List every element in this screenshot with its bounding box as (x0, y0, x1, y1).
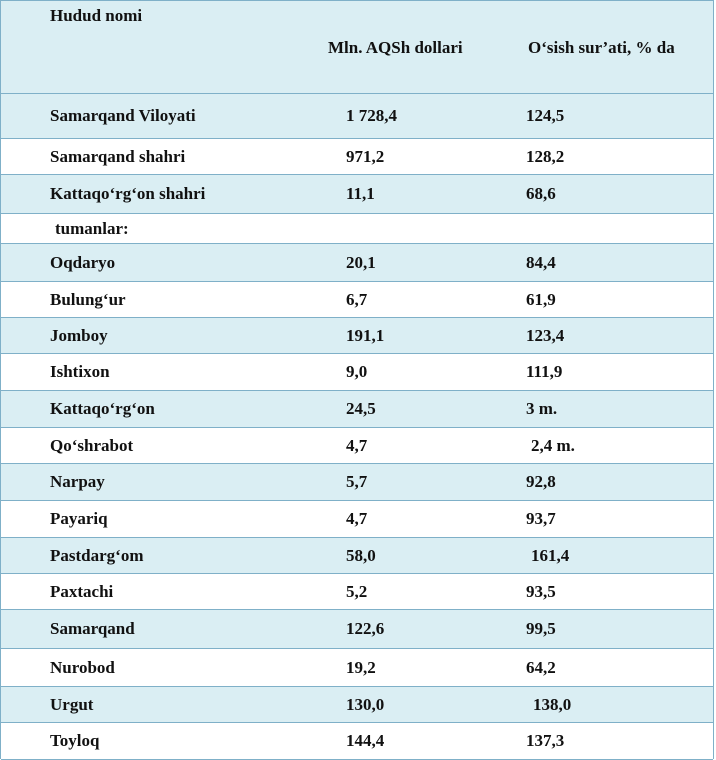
amount-cell: 144,4 (346, 731, 385, 750)
table-row (1, 244, 713, 282)
region-cell: Oqdaryo (50, 252, 116, 272)
amount-cell: 4,7 (346, 435, 368, 455)
growth-cell: 92,8 (526, 472, 556, 491)
region-cell: Bulung‘ur (50, 289, 126, 309)
amount-cell: 11,1 (346, 184, 375, 203)
growth-cell: 161,4 (531, 545, 570, 565)
table-row (1, 214, 713, 244)
region-cell: Narpay (50, 472, 105, 491)
growth-cell: 64,2 (526, 657, 556, 677)
region-cell: Qo‘shrabot (50, 435, 134, 455)
region-cell: Toyloq (50, 731, 100, 750)
region-cell: Ishtixon (50, 362, 110, 381)
region-cell: Nurobod (50, 657, 115, 677)
amount-cell: 4,7 (346, 509, 368, 528)
growth-cell: 124,5 (526, 106, 565, 125)
amount-cell: 130,0 (346, 694, 385, 714)
growth-cell: 2,4 m. (531, 435, 575, 455)
growth-cell: 138,0 (533, 694, 572, 714)
header-growth: O‘sish sur’ati, % da (528, 38, 675, 57)
table-row (1, 687, 713, 723)
table-row (1, 610, 713, 649)
region-cell: Kattaqo‘rg‘on (50, 399, 155, 418)
table-row (1, 574, 713, 610)
growth-cell: 137,3 (526, 731, 565, 750)
region-cell: Kattaqo‘rg‘on shahri (50, 184, 206, 203)
region-cell: tumanlar: (55, 218, 129, 238)
table-row (1, 139, 713, 175)
table-row (1, 391, 713, 428)
region-cell: Samarqand (50, 619, 135, 638)
region-cell: Paxtachi (50, 581, 114, 601)
table-row (1, 175, 713, 214)
amount-cell: 191,1 (346, 325, 385, 345)
region-cell: Samarqand shahri (50, 146, 186, 166)
region-cell: Samarqand Viloyati (50, 106, 196, 125)
growth-cell: 61,9 (526, 289, 556, 309)
table-row (1, 538, 713, 574)
amount-cell: 19,2 (346, 657, 376, 677)
table-header (1, 1, 713, 94)
amount-cell: 58,0 (346, 545, 376, 565)
growth-cell: 93,7 (526, 509, 556, 528)
header-region: Hudud nomi (50, 6, 143, 25)
growth-cell: 123,4 (526, 325, 565, 345)
region-cell: Pastdarg‘om (50, 545, 144, 565)
region-cell: Jomboy (50, 325, 108, 345)
amount-cell: 6,7 (346, 289, 368, 309)
growth-cell: 93,5 (526, 581, 556, 601)
table-row (1, 501, 713, 538)
header-amount: Mln. AQSh dollari (328, 38, 463, 57)
table-row (1, 318, 713, 354)
amount-cell: 5,2 (346, 581, 368, 601)
growth-cell: 3 m. (526, 399, 558, 418)
table-row (1, 94, 713, 139)
amount-cell: 5,7 (346, 472, 368, 491)
region-cell: Payariq (50, 509, 108, 528)
growth-cell: 84,4 (526, 252, 556, 272)
growth-cell: 128,2 (526, 146, 565, 166)
amount-cell: 20,1 (346, 252, 376, 272)
table-row (1, 723, 713, 760)
amount-cell: 9,0 (346, 362, 368, 381)
amount-cell: 1 728,4 (346, 106, 397, 125)
growth-cell: 68,6 (526, 184, 556, 203)
growth-cell: 111,9 (526, 362, 563, 381)
table-row (1, 282, 713, 318)
table-row (1, 354, 713, 391)
table-row (1, 464, 713, 501)
amount-cell: 971,2 (346, 146, 385, 166)
amount-cell: 24,5 (346, 399, 376, 418)
region-cell: Urgut (50, 694, 94, 714)
table-row (1, 649, 713, 687)
amount-cell: 122,6 (346, 619, 385, 638)
growth-cell: 99,5 (526, 619, 556, 638)
table-row (1, 428, 713, 464)
